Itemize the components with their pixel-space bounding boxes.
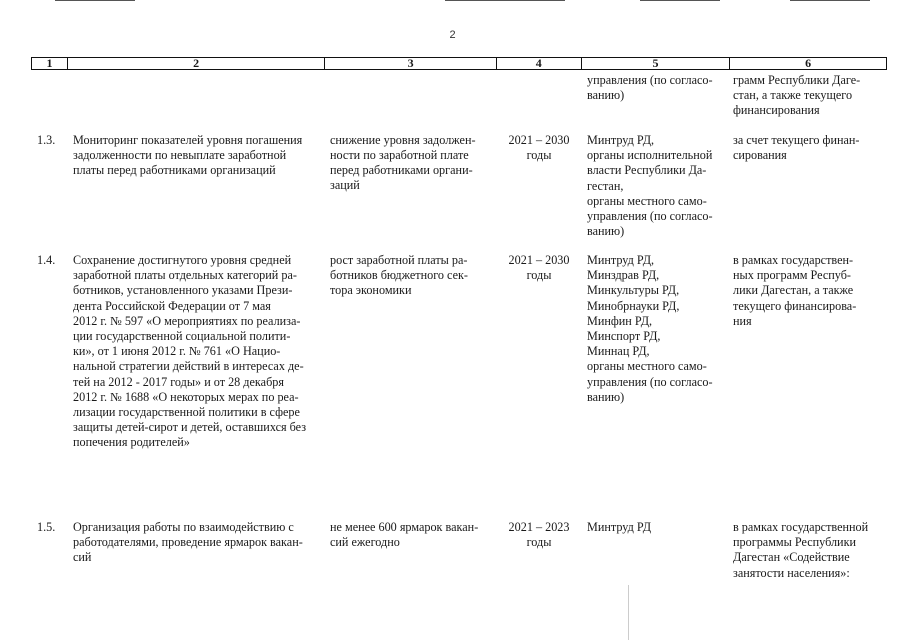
row-result: не менее 600 ярмарок вакан- сий ежегодно [330,520,479,550]
row-period: 2021 – 2030 годы [508,133,570,163]
row-financing: в рамках государствен- ных программ Респуб- лики Дагестан, а также текущего финансирова- ния [733,253,857,328]
page-number: 2 [449,29,456,41]
top-rule-left [55,0,135,1]
row-executors: Минтруд РД, Минздрав РД, Минкультуры РД, Минобрнауки РД, Минфин РД, Минспорт РД, Миннац РД, органы местного само- управления (по согласо- ванию) [587,253,713,404]
top-rule-far-right [790,0,870,1]
row-number: 1.4. [37,253,56,267]
row-result: рост заработной платы ра- ботников бюджетного сек- тора экономики [330,253,468,298]
continuation-executors: управления (по согласо- ванию) [587,73,713,103]
activity-line: платы перед работниками организаций [73,163,276,177]
row-period: 2021 – 2023 годы [508,520,570,550]
row-number: 1.3. [37,133,56,147]
table-header [31,57,887,70]
scan-artifact [628,585,629,640]
row-activity: Сохранение достигнутого уровня средней заработной платы отдельных категорий ра- ботников, установленного указами Прези- дента Российской Федерации от 7 мая 2012 г. № 597 «О мероприятиях по реализа- ции государственной социальной полити- ки», от 1 июня 2012 г. № 761 «О Нацио- нальной стратегии действий в интересах де- тей на 2012 - 2017 годы» и от 28 декабря 2012 г. № 1688 «О некоторых мерах по реа- лизации государственной политики в сфере защиты детей-сирот и детей, оставшихся без попечения родителей» [73,253,307,450]
header-col-4: 4 [496,58,581,69]
row-number: 1.5. [37,520,56,534]
header-col-6: 6 [729,58,886,69]
row-period: 2021 – 2030 годы [508,253,570,283]
continuation-financing: грамм Республики Даге- стан, а также текущего финансирования [733,73,861,118]
header-col-1: 1 [46,56,53,70]
top-rule-middle [445,0,565,1]
header-col-3: 3 [324,58,496,69]
row-executors: Минтруд РД [587,520,652,534]
header-col-5: 5 [581,58,730,69]
row-financing: в рамках государственной программы Республики Дагестан «Содействие занятости населения»: [733,520,869,580]
activity-line: Мониторинг показателей уровня погашения [73,133,303,147]
activity-line: задолженности по невыплате заработной [73,148,287,162]
row-activity: Организация работы по взаимодействию с работодателями, проведение ярмарок вакан- сий [73,520,303,565]
header-col-2: 2 [67,58,324,69]
top-rule-right [640,0,720,1]
row-executors: Минтруд РД, органы исполнительной власти Республики Да- гестан, органы местного само- управления (по согласо- ванию) [587,133,713,239]
row-financing: за счет текущего финан- сирования [733,133,860,163]
